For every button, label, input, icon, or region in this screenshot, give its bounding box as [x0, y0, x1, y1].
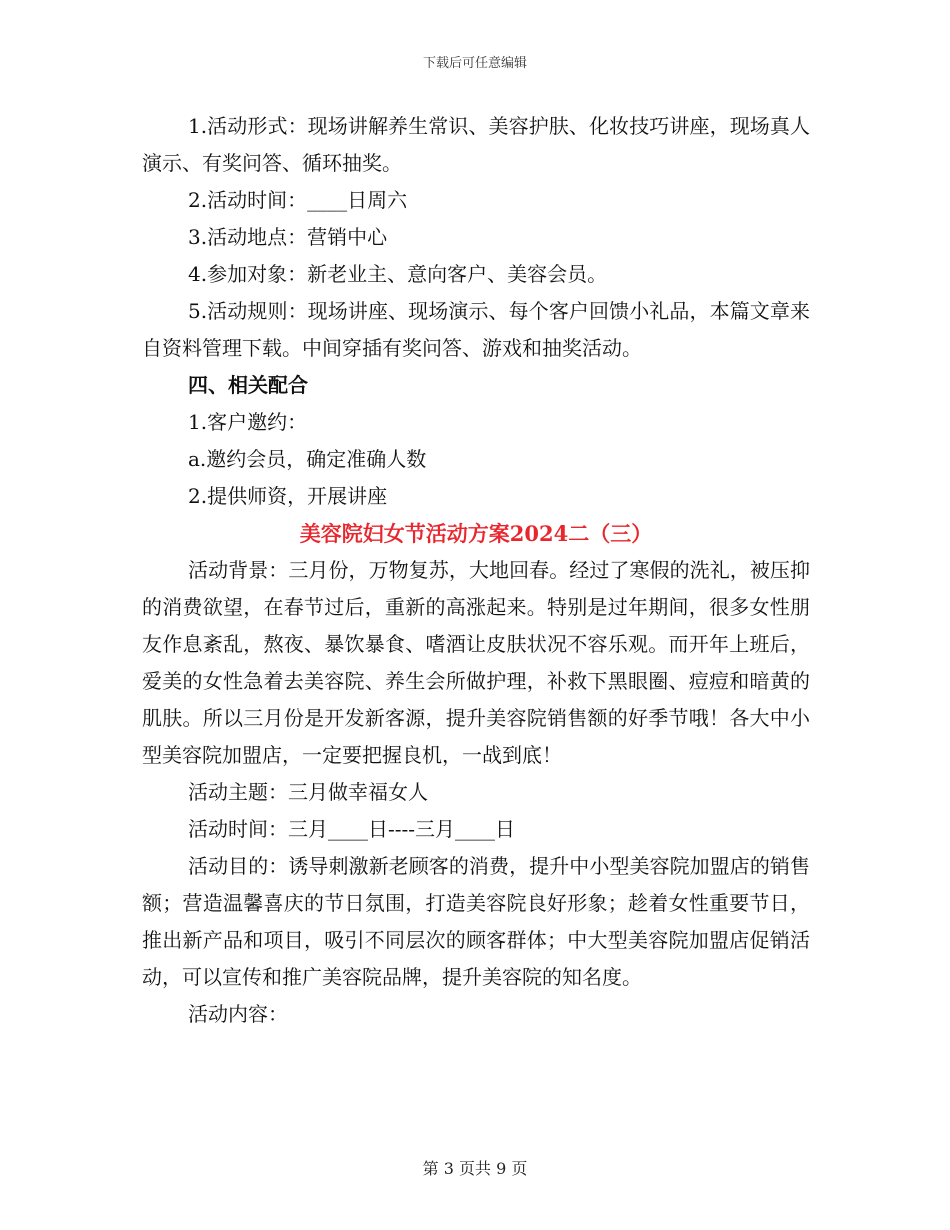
document-title: 美容院妇女节活动方案2024二（三）: [299, 521, 653, 546]
paragraph-theme: 活动主题：三月做幸福女人: [188, 780, 428, 804]
paragraph-invite-members: a.邀约会员，确定准确人数: [188, 447, 427, 471]
paragraph-provide-teachers: 2.提供师资，开展讲座: [188, 484, 388, 508]
paragraph-time: 活动时间：三月____日----三月____日: [188, 817, 516, 841]
paragraph-activity-location: 3.活动地点：营销中心: [188, 225, 388, 249]
page-footer: 第 3 页共 9 页: [422, 1159, 528, 1178]
paragraph-activity-rules: 5.活动规则：现场讲座、现场演示、每个客户回馈小礼品，本篇文章来自资料管理下载。中间穿插有奖问答、游戏和抽奖活动。: [142, 299, 810, 360]
document-body: [142, 108, 810, 1033]
section-heading-coordination: 四、相关配合: [188, 373, 308, 397]
paragraph-activity-format: 1.活动形式：现场讲解养生常识、美容护肤、化妆技巧讲座，现场真人演示、有奖问答、循环抽奖。: [142, 114, 810, 175]
paragraph-content: 活动内容：: [188, 1002, 288, 1026]
paragraph-participants: 4.参加对象：新老业主、意向客户、美容会员。: [188, 262, 608, 286]
paragraph-purpose: 活动目的：诱导刺激新老顾客的消费，提升中小型美容院加盟店的销售额；营造温馨喜庆的节日氛围，打造美容院良好形象；趁着女性重要节日，推出新产品和项目，吸引不同层次的顾客群体；中大型美容院加盟店促销活动，可以宣传和推广美容院品牌，提升美容院的知名度。: [142, 854, 810, 989]
paragraph-activity-time: 2.活动时间：____日周六: [188, 188, 408, 212]
page-header: 下载后可任意编辑: [422, 56, 527, 71]
paragraph-background: 活动背景：三月份，万物复苏，大地回春。经过了寒假的洗礼，被压抑的消费欲望，在春节过后，重新的高涨起来。特别是过年期间，很多女性朋友作息紊乱，熬夜、暴饮暴食、嗜酒让皮肤状况不容乐观。而开年上班后，爱美的女性急着去美容院、养生会所做护理，补救下黑眼圈、痘痘和暗黄的肌肤。所以三月份是开发新客源，提升美容院销售额的好季节哦！各大中小型美容院加盟店，一定要把握良机，一战到底！: [142, 558, 810, 767]
paragraph-customer-invitation: 1.客户邀约：: [188, 410, 308, 434]
